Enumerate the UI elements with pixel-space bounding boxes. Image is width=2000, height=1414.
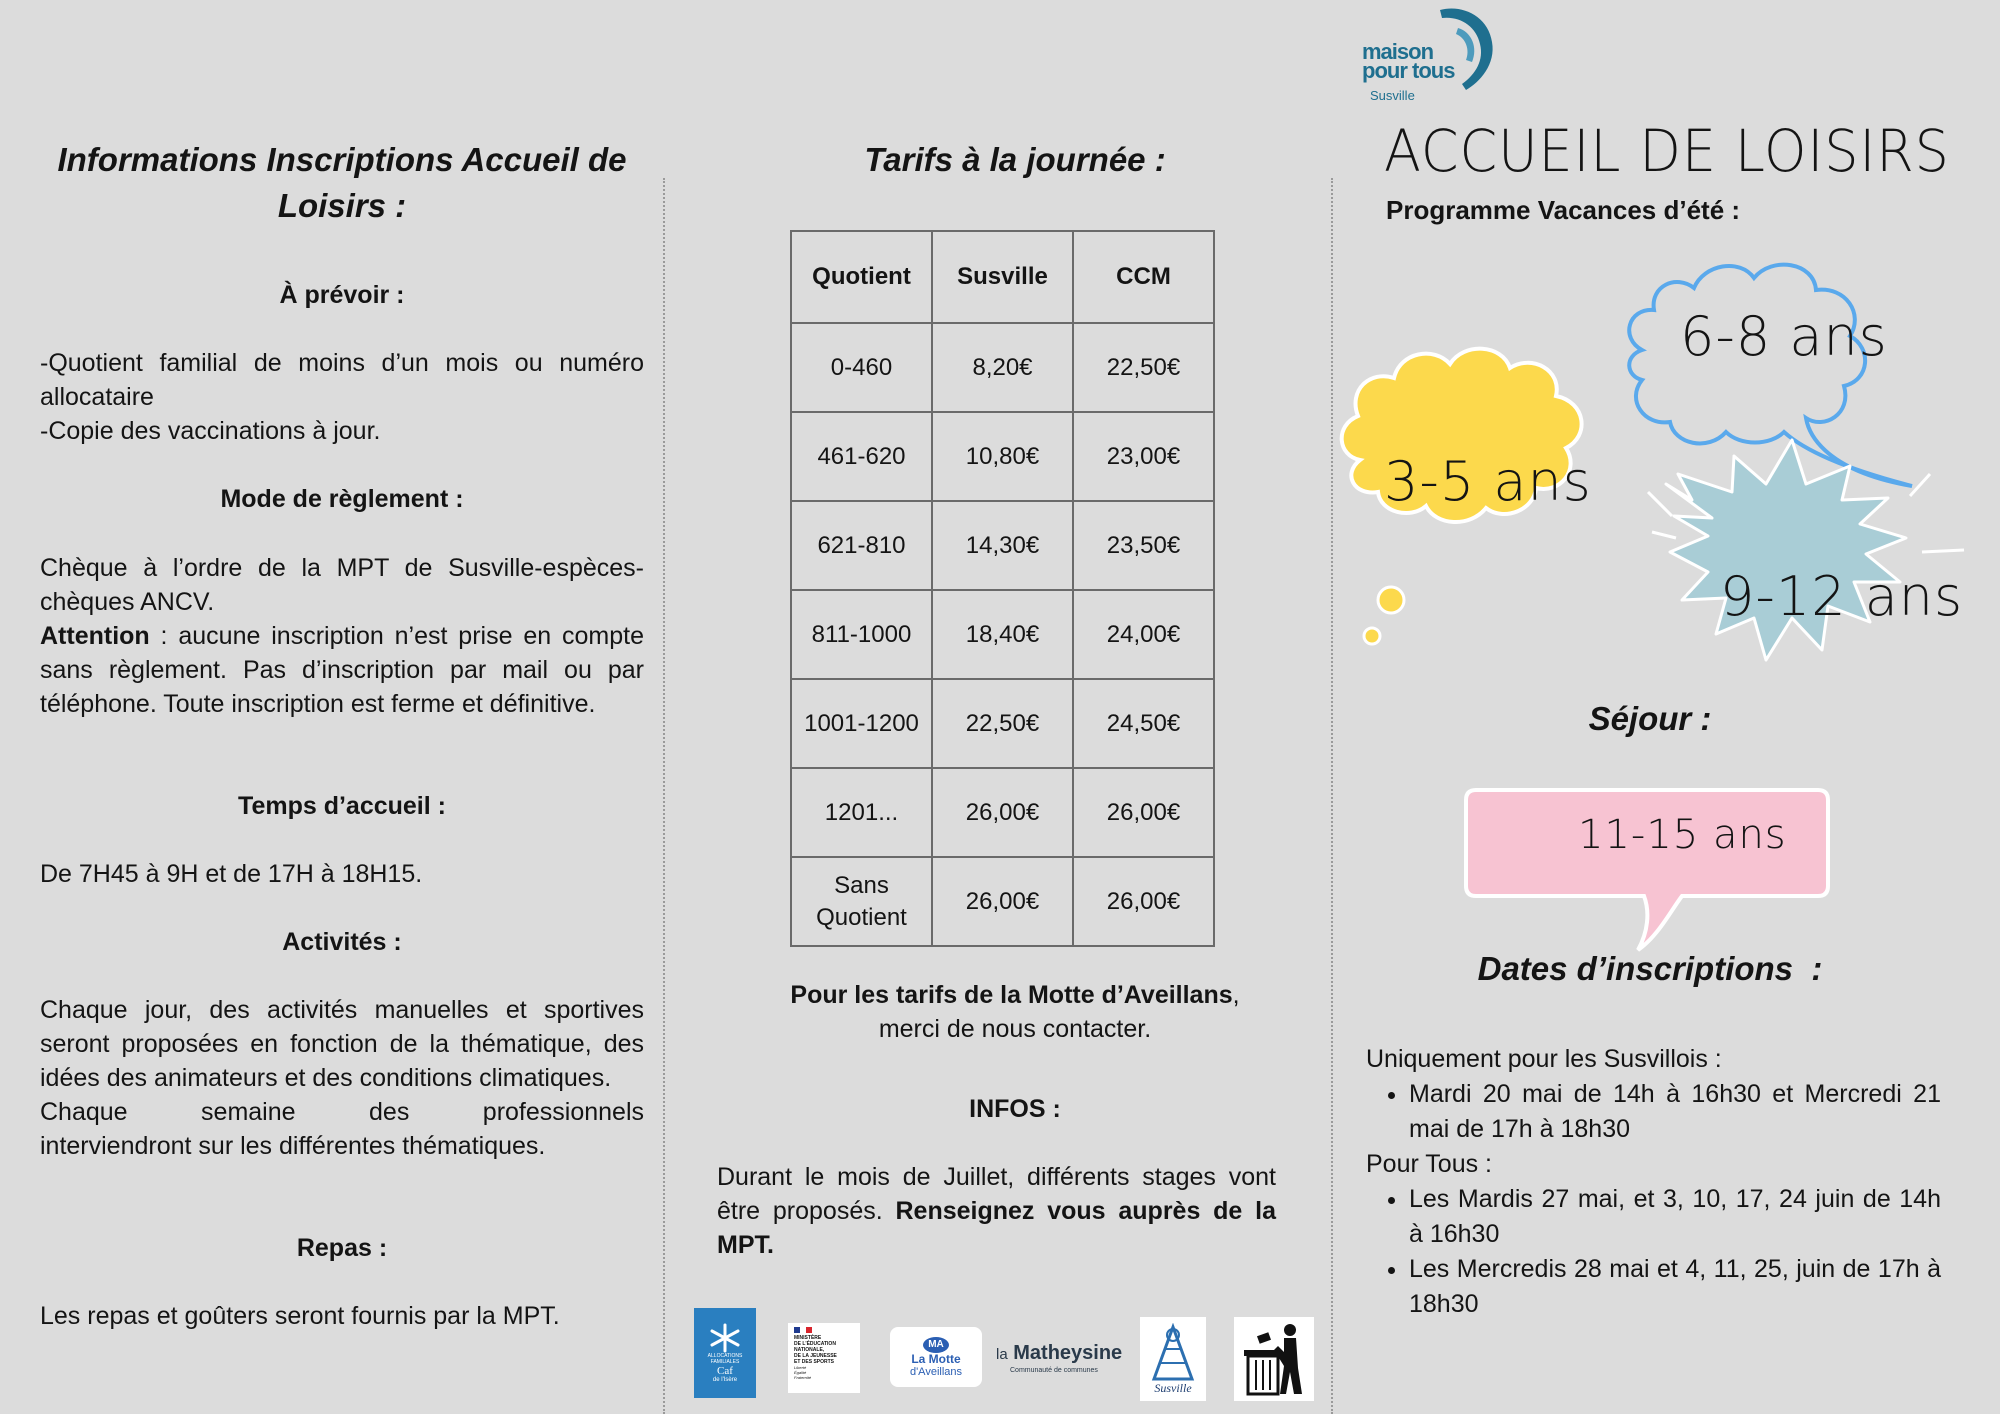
prevoir-vaccinations: -Copie des vaccinations à jour.: [40, 417, 381, 445]
table-row: [791, 857, 1214, 946]
prevoir-heading: À prévoir :: [279, 281, 405, 309]
ministere-text-6: Liberté: [794, 1365, 807, 1370]
ministere-text-7: Égalité: [794, 1370, 807, 1375]
motte-note: [700, 978, 1330, 1046]
cell-susville: 26,00€: [932, 857, 1073, 946]
sejour-heading: Séjour :: [1588, 700, 1712, 737]
ministere-text-4: DE LA JEUNESSE: [794, 1353, 837, 1359]
accent-line: [1922, 550, 1964, 552]
age-3-5-label: 3-5 ans: [1384, 450, 1592, 513]
accent-line: [1652, 532, 1676, 538]
header-ccm: CCM: [1073, 231, 1214, 323]
reglement-text: Chèque à l’ordre de la MPT de Susville-espèces-chèques ANCV.: [40, 554, 644, 616]
matheysine-name: Matheysine: [1013, 1341, 1123, 1364]
ministere-text-1: MINISTÈRE: [794, 1335, 822, 1341]
activites-block: [40, 993, 644, 1163]
motte-note-bold: Pour les tarifs de la Motte d’Aveillans: [790, 981, 1233, 1009]
repas-text: Les repas et goûters seront fournis par la MPT.: [40, 1302, 560, 1330]
activites-pros-line1: Chaque semaine des professionnels: [40, 1098, 644, 1126]
logo-text-maison: maison: [1362, 39, 1434, 64]
motte-note-comma: ,: [1232, 981, 1240, 1009]
dates-section: [1366, 1042, 1941, 1322]
la-motte-logo: [890, 1327, 982, 1387]
cell-quotient: 1201...: [791, 768, 932, 857]
cell-ccm: 22,50€: [1073, 323, 1214, 412]
maison-pour-tous-logo: [1362, 4, 1512, 104]
table-row: [791, 768, 1214, 857]
infos-text-regular: Durant le mois de Juillet, différents stages vont être proposés.: [717, 1163, 1276, 1225]
cell-susville: 26,00€: [932, 768, 1073, 857]
tarifs-table: [790, 230, 1215, 947]
susvillois-list: [1366, 1077, 1941, 1147]
accueil-text: De 7H45 à 9H et de 17H à 18H15.: [40, 860, 423, 888]
susville-logo-text: Susville: [1154, 1380, 1192, 1395]
attention-paragraph: [40, 619, 644, 721]
activites-heading: Activités :: [282, 928, 402, 956]
caf-text-1: ALLOCATIONS: [707, 1352, 743, 1359]
cell-ccm: 26,00€: [1073, 768, 1214, 857]
french-flag-icon: [794, 1327, 812, 1333]
ministere-text-5: ET DES SPORTS: [794, 1359, 835, 1365]
column-divider-left: [663, 178, 665, 1414]
left-column: [40, 0, 644, 1414]
la-motte-badge: MA: [923, 1337, 949, 1353]
matheysine-subtitle: Communauté de communes: [1010, 1366, 1098, 1374]
infos-text: [717, 1160, 1276, 1262]
bubble-3-5-dot-large: [1378, 587, 1404, 613]
accueil-heading: Temps d’accueil :: [238, 792, 446, 820]
header-quotient: Quotient: [791, 231, 932, 323]
logo-text-susville: Susville: [1370, 88, 1415, 103]
sejour-age-label: 11-15 ans: [1578, 812, 1787, 858]
caf-text-4: de l'Isère: [712, 1376, 738, 1383]
list-item: • Les Mardis 27 mai, et 3, 10, 17, 24 juin de 14h à 16h30: [1409, 1182, 1941, 1252]
cell-ccm: 23,50€: [1073, 501, 1214, 590]
motte-note-contact: merci de nous contacter.: [878, 1015, 1152, 1043]
table-row: [791, 412, 1214, 501]
caf-logo: [694, 1308, 756, 1398]
table-header-row: [791, 231, 1214, 323]
dates-heading: Dates d’inscriptions :: [1477, 950, 1823, 987]
middle-column: [700, 0, 1330, 1414]
reglement-block: [40, 551, 644, 721]
table-row: [791, 501, 1214, 590]
infos-text-bold: Renseignez vous auprès de la MPT.: [717, 1197, 1276, 1259]
cell-quotient: Sans Quotient: [791, 857, 932, 946]
matheysine-logo: [996, 1333, 1126, 1383]
snowflake-icon: [708, 1323, 742, 1353]
susville-logo: [1140, 1317, 1206, 1401]
cell-quotient: 0-460: [791, 323, 932, 412]
repas-heading: Repas :: [296, 1234, 388, 1262]
attention-text: : aucune inscription n’est prise en compte sans règlement. Pas d’inscription par mail ou par téléphone. Toute inscription est ferme et définitive.: [40, 622, 644, 718]
recycling-logo: [1234, 1317, 1314, 1401]
cell-susville: 8,20€: [932, 323, 1073, 412]
prevoir-quotient: -Quotient familial de moins d’un mois ou numéro allocataire: [40, 349, 644, 411]
header-susville: Susville: [932, 231, 1073, 323]
la-motte-subname: d'Aveillans: [909, 1365, 963, 1378]
cell-susville: 18,40€: [932, 590, 1073, 679]
la-motte-name: La Motte: [911, 1351, 961, 1366]
bubble-3-5-dot-small: [1364, 628, 1380, 644]
table-row: [791, 590, 1214, 679]
cell-quotient: 1001-1200: [791, 679, 932, 768]
cell-ccm: 23,00€: [1073, 412, 1214, 501]
right-column: [1330, 0, 2000, 1414]
table-row: [791, 679, 1214, 768]
ministere-text-2: DE L'ÉDUCATION: [794, 1341, 836, 1347]
pour-tous-list: [1366, 1182, 1941, 1322]
caf-text-3: Caf: [717, 1364, 733, 1377]
ministere-text-3: NATIONALE,: [794, 1347, 825, 1353]
trash-bin-icon: [1238, 1320, 1310, 1398]
cell-susville: 14,30€: [932, 501, 1073, 590]
reglement-heading: Mode de règlement :: [220, 485, 464, 513]
tarifs-title: Tarifs à la journée :: [864, 141, 1166, 178]
age-6-8-label: 6-8 ans: [1680, 305, 1888, 368]
susvillois-label: Uniquement pour les Susvillois :: [1366, 1045, 1722, 1073]
pour-tous-label: Pour Tous :: [1366, 1150, 1493, 1178]
infos-heading: INFOS :: [969, 1095, 1061, 1123]
mine-tower-icon: [1146, 1323, 1200, 1381]
accent-line: [1910, 474, 1930, 496]
inscriptions-title: Informations Inscriptions Accueil de Loisirs :: [57, 141, 627, 224]
programme-subtitle: Programme Vacances d’été :: [1386, 195, 1741, 225]
caf-text-2: FAMILIALES: [710, 1358, 740, 1365]
prevoir-list: [40, 346, 644, 448]
logo-text-pour-tous: pour tous: [1362, 58, 1455, 83]
list-item: • Les Mercredis 28 mai et 4, 11, 25, juin de 17h à 18h30: [1409, 1252, 1941, 1322]
activites-text: Chaque jour, des activités manuelles et sportives seront proposées en fonction de la thématique, des idées des animateurs et des conditions climatiques.: [40, 996, 644, 1092]
accueil-loisirs-title: ACCUEIL DE LOISIRS: [1384, 117, 1950, 185]
cell-ccm: 24,50€: [1073, 679, 1214, 768]
cell-ccm: 24,00€: [1073, 590, 1214, 679]
cell-quotient: 461-620: [791, 412, 932, 501]
cell-quotient: 811-1000: [791, 590, 932, 679]
list-item: • Mardi 20 mai de 14h à 16h30 et Mercredi 21 mai de 17h à 18h30: [1409, 1077, 1941, 1147]
cell-quotient: 621-810: [791, 501, 932, 590]
ministere-logo: [788, 1323, 860, 1393]
attention-label: Attention: [40, 622, 150, 650]
cell-ccm: 26,00€: [1073, 857, 1214, 946]
cell-susville: 10,80€: [932, 412, 1073, 501]
ministere-text-8: Fraternité: [794, 1375, 812, 1380]
age-9-12-label: 9-12 ans: [1720, 565, 1964, 628]
table-row: [791, 323, 1214, 412]
partner-logos: [700, 1305, 1330, 1400]
accent-line: [1648, 492, 1672, 516]
bubble-6-8-shape: [1629, 265, 1912, 486]
matheysine-prefix: la: [996, 1345, 1008, 1363]
activites-pros-line2: interviendront sur les différentes thématiques.: [40, 1132, 546, 1160]
cell-susville: 22,50€: [932, 679, 1073, 768]
